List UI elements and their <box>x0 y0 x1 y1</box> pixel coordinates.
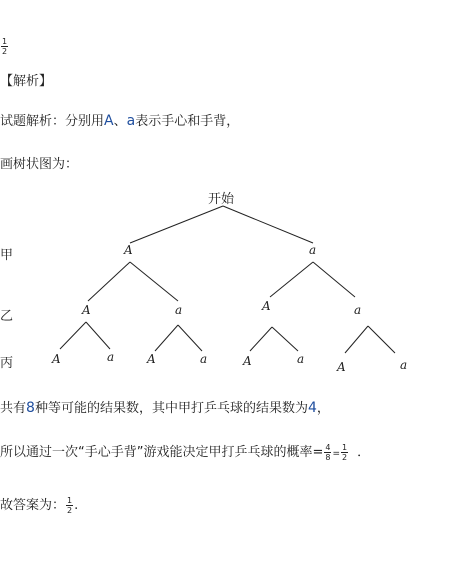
tree-node-l3: A <box>52 352 61 366</box>
fraction-numerator: 1 <box>342 443 348 452</box>
tree-root: 开始 <box>208 192 235 207</box>
row-label-jia: 甲 <box>0 248 14 263</box>
tree-edge <box>270 262 313 297</box>
result-mid: 种等可能的结果数，其中甲打乒乓球的结果数为 <box>34 401 308 416</box>
tree-node-l3: A <box>147 352 156 366</box>
tree-node-l1: A <box>124 243 133 257</box>
total-count: 8 <box>26 400 35 416</box>
tree-edge <box>368 326 395 353</box>
result-pre: 共有 <box>0 401 27 416</box>
tree-node-l3: A <box>337 360 346 374</box>
favorable-count: 4 <box>307 400 317 416</box>
row-label-bing: 丙 <box>0 356 14 371</box>
tree-node-l3: A <box>243 354 252 368</box>
tree-node-l3: a <box>107 350 115 364</box>
tree-node-l3: a <box>400 358 408 372</box>
tree-edge <box>155 325 178 351</box>
tree-edge <box>178 325 202 351</box>
draw-tree-caption: 画树状图为： <box>0 157 79 172</box>
answer-fraction <box>66 496 73 515</box>
symbol-A: A <box>104 113 114 129</box>
fraction-numerator: 1 <box>67 496 73 505</box>
fraction-4-8 <box>324 443 331 462</box>
result-line <box>0 397 330 416</box>
intro-sep: 、 <box>113 114 127 129</box>
fraction-denominator: 2 <box>2 47 8 56</box>
equals-sign: = <box>332 449 341 459</box>
intro-post: 表示手心和手背， <box>135 114 240 129</box>
tree-edge <box>130 206 223 243</box>
fraction-denominator: 8 <box>325 453 331 462</box>
fraction-numerator: 1 <box>2 37 8 46</box>
probability-post: ． <box>357 445 371 460</box>
row-label-yi: 乙 <box>0 309 14 324</box>
tree-edge <box>130 262 178 301</box>
fraction-1-2 <box>341 443 348 462</box>
tree-edge <box>313 262 355 297</box>
section-header: 【解析】 <box>0 74 53 89</box>
tree-edge <box>345 326 368 353</box>
tree-edge <box>223 206 313 243</box>
tree-node-l2: a <box>175 303 183 317</box>
tree-edge <box>60 322 86 349</box>
symbol-a: a <box>126 113 136 129</box>
fraction-denominator: 2 <box>342 453 348 462</box>
tree-edge <box>86 322 110 349</box>
tree-node-l2: A <box>82 303 91 317</box>
fraction-numerator: 4 <box>325 443 331 452</box>
tree-node-l1: a <box>309 243 317 257</box>
tree-node-l3: a <box>200 352 208 366</box>
tree-node-l3: a <box>297 352 305 366</box>
tree-edge <box>272 327 298 351</box>
tree-edge <box>88 262 130 301</box>
probability-pre: 所以通过一次“手心手背”游戏能决定甲打乒乓球的概率= <box>0 445 324 460</box>
tree-edge <box>250 327 272 351</box>
tree-node-l2: a <box>354 303 362 317</box>
intro-pre: 试题解析：分别用 <box>0 114 105 129</box>
fraction-denominator: 2 <box>67 506 73 515</box>
probability-line <box>0 441 370 462</box>
answer-line <box>0 494 78 515</box>
answer-pre: 故答案为： <box>0 498 66 513</box>
tree-node-l2: A <box>262 299 271 313</box>
result-post: ， <box>316 401 330 416</box>
answer-post: . <box>74 498 79 513</box>
